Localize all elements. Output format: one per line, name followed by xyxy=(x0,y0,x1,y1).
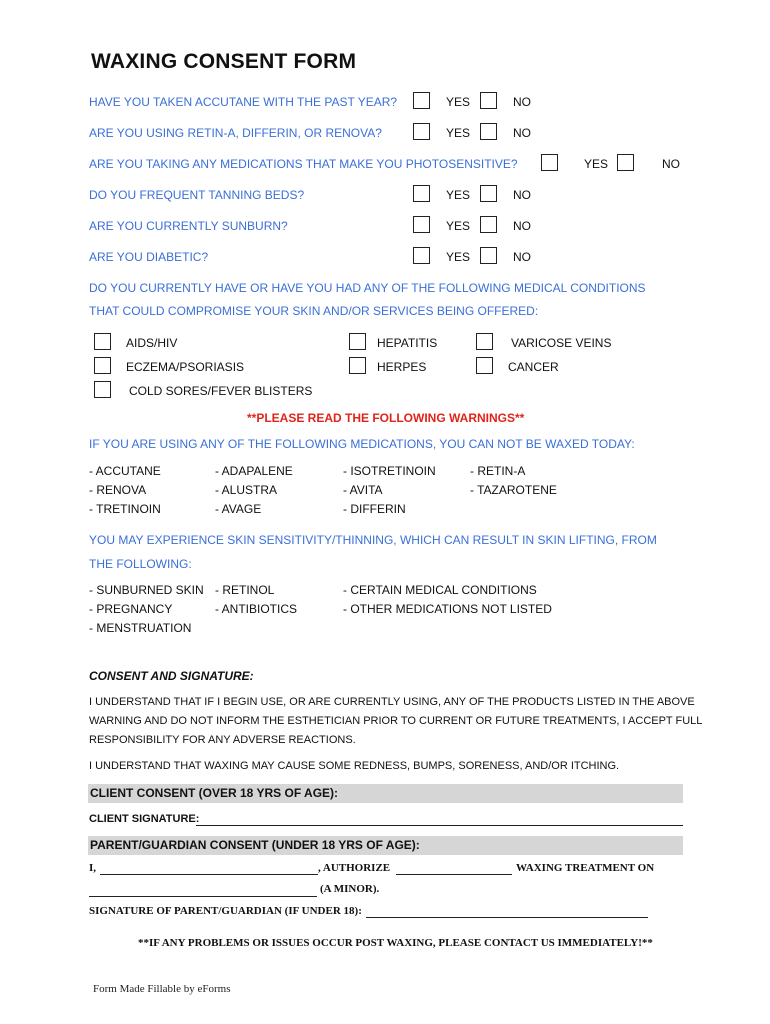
condition-aids-hiv: AIDS/HIV xyxy=(126,336,178,350)
condition-varicose-veins: VARICOSE VEINS xyxy=(511,336,612,350)
no-label: NO xyxy=(513,219,531,233)
consent-paragraph-line-3: RESPONSIBILITY FOR ANY ADVERSE REACTIONS. xyxy=(89,734,356,746)
question-photosensitive: ARE YOU TAKING ANY MEDICATIONS THAT MAKE YOU PHOTOSENSITIVE? xyxy=(89,157,518,171)
question-accutane: HAVE YOU TAKEN ACCUTANE WITH THE PAST YEAR? xyxy=(89,95,398,109)
client-signature-label: CLIENT SIGNATURE: xyxy=(89,813,200,825)
yes-checkbox-tanning[interactable] xyxy=(413,185,430,202)
checkbox-cold-sores[interactable] xyxy=(94,381,111,398)
client-signature-input[interactable] xyxy=(196,811,683,826)
medication-item: - AVAGE xyxy=(215,502,262,516)
minor-name-input[interactable] xyxy=(89,882,317,897)
question-tanning-beds: DO YOU FREQUENT TANNING BEDS? xyxy=(89,188,305,202)
medication-item: - DIFFERIN xyxy=(343,502,406,516)
medication-item: - RETIN-A xyxy=(470,464,526,478)
yes-checkbox-sunburn[interactable] xyxy=(413,216,430,233)
medication-item: - TAZAROTENE xyxy=(470,483,557,497)
guardian-authorize-label: , AUTHORIZE xyxy=(318,862,391,874)
sensitivity-item: - CERTAIN MEDICAL CONDITIONS xyxy=(343,583,537,597)
guardian-authorize-input[interactable] xyxy=(396,860,512,875)
no-label: NO xyxy=(513,188,531,202)
sensitivity-item: - SUNBURNED SKIN xyxy=(89,583,204,597)
page-title: WAXING CONSENT FORM xyxy=(91,50,357,73)
medication-item: - TRETINOIN xyxy=(89,502,161,516)
checkbox-varicose-veins[interactable] xyxy=(476,333,493,350)
guardian-consent-bar xyxy=(88,836,683,855)
no-checkbox-photosensitive[interactable] xyxy=(617,154,634,171)
yes-checkbox-diabetic[interactable] xyxy=(413,247,430,264)
sensitivity-item: - OTHER MEDICATIONS NOT LISTED xyxy=(343,602,552,616)
medication-item: - ISOTRETINOIN xyxy=(343,464,436,478)
yes-checkbox-accutane[interactable] xyxy=(413,92,430,109)
checkbox-hepatitis[interactable] xyxy=(349,333,366,350)
sensitivity-intro-line-2: THE FOLLOWING: xyxy=(89,557,192,571)
contact-notice: **IF ANY PROBLEMS OR ISSUES OCCUR POST WAXING, PLEASE CONTACT US IMMEDIATELY!** xyxy=(138,937,653,949)
guardian-name-input[interactable] xyxy=(100,860,318,875)
sensitivity-item: - ANTIBIOTICS xyxy=(215,602,298,616)
client-consent-bar-label: CLIENT CONSENT (OVER 18 YRS OF AGE): xyxy=(90,786,339,800)
guardian-consent-bar-label: PARENT/GUARDIAN CONSENT (UNDER 18 YRS OF AGE): xyxy=(90,838,420,852)
sensitivity-item: - RETINOL xyxy=(215,583,275,597)
yes-label: YES xyxy=(584,157,609,171)
conditions-intro-line-1: DO YOU CURRENTLY HAVE OR HAVE YOU HAD ANY OF THE FOLLOWING MEDICAL CONDITIONS xyxy=(89,281,646,295)
conditions-intro-line-2: THAT COULD COMPROMISE YOUR SKIN AND/OR SERVICES BEING OFFERED: xyxy=(89,304,539,318)
condition-herpes: HERPES xyxy=(377,360,427,374)
no-checkbox-accutane[interactable] xyxy=(480,92,497,109)
medication-item: - RENOVA xyxy=(89,483,147,497)
checkbox-aids-hiv[interactable] xyxy=(94,333,111,350)
yes-label: YES xyxy=(446,95,471,109)
footer-text: Form Made Fillable by eForms xyxy=(93,983,231,995)
medication-item: - ADAPALENE xyxy=(215,464,293,478)
no-label: NO xyxy=(513,126,531,140)
client-consent-bar xyxy=(88,784,683,803)
question-retin-a: ARE YOU USING RETIN-A, DIFFERIN, OR RENOVA? xyxy=(89,126,382,140)
question-sunburn: ARE YOU CURRENTLY SUNBURN? xyxy=(89,219,288,233)
no-checkbox-tanning[interactable] xyxy=(480,185,497,202)
consent-paragraph-line-2: WARNING AND DO NOT INFORM THE ESTHETICIAN PRIOR TO CURRENT OR FUTURE TREATMENTS, I ACCEPT FULL xyxy=(89,715,703,727)
checkbox-cancer[interactable] xyxy=(476,357,493,374)
checkbox-eczema[interactable] xyxy=(94,357,111,374)
condition-hepatitis: HEPATITIS xyxy=(377,336,438,350)
guardian-minor-label: (A MINOR). xyxy=(320,883,380,895)
sensitivity-item: - PREGNANCY xyxy=(89,602,173,616)
no-label: NO xyxy=(513,95,531,109)
checkbox-herpes[interactable] xyxy=(349,357,366,374)
no-checkbox-sunburn[interactable] xyxy=(480,216,497,233)
yes-label: YES xyxy=(446,250,471,264)
yes-label: YES xyxy=(446,188,471,202)
medications-intro: IF YOU ARE USING ANY OF THE FOLLOWING MEDICATIONS, YOU CAN NOT BE WAXED TODAY: xyxy=(89,437,635,451)
warning-heading: **PLEASE READ THE FOLLOWING WARNINGS** xyxy=(247,411,525,425)
consent-paragraph-line-1: I UNDERSTAND THAT IF I BEGIN USE, OR ARE CURRENTLY USING, ANY OF THE PRODUCTS LISTED IN THE ABOVE xyxy=(89,696,695,708)
yes-checkbox-photosensitive[interactable] xyxy=(541,154,558,171)
guardian-signature-input[interactable] xyxy=(366,903,648,918)
consent-waxing-statement: I UNDERSTAND THAT WAXING MAY CAUSE SOME REDNESS, BUMPS, SORENESS, AND/OR ITCHING. xyxy=(89,760,620,772)
guardian-i-label: I, xyxy=(89,862,97,874)
yes-label: YES xyxy=(446,126,471,140)
guardian-signature-label: SIGNATURE OF PARENT/GUARDIAN (IF UNDER 18): xyxy=(89,905,362,917)
condition-cold-sores: COLD SORES/FEVER BLISTERS xyxy=(129,384,313,398)
condition-cancer: CANCER xyxy=(508,360,559,374)
medication-item: - ACCUTANE xyxy=(89,464,161,478)
yes-label: YES xyxy=(446,219,471,233)
no-checkbox-diabetic[interactable] xyxy=(480,247,497,264)
guardian-treatment-label: WAXING TREATMENT ON xyxy=(516,862,655,874)
no-checkbox-retin-a[interactable] xyxy=(480,123,497,140)
no-label: NO xyxy=(513,250,531,264)
medication-item: - AVITA xyxy=(343,483,383,497)
no-label: NO xyxy=(662,157,680,171)
medication-item: - ALUSTRA xyxy=(215,483,278,497)
question-diabetic: ARE YOU DIABETIC? xyxy=(89,250,209,264)
yes-checkbox-retin-a[interactable] xyxy=(413,123,430,140)
consent-heading: CONSENT AND SIGNATURE: xyxy=(89,669,254,683)
condition-eczema: ECZEMA/PSORIASIS xyxy=(126,360,245,374)
sensitivity-intro-line-1: YOU MAY EXPERIENCE SKIN SENSITIVITY/THINNING, WHICH CAN RESULT IN SKIN LIFTING, FROM xyxy=(89,533,657,547)
sensitivity-item: - MENSTRUATION xyxy=(89,621,192,635)
